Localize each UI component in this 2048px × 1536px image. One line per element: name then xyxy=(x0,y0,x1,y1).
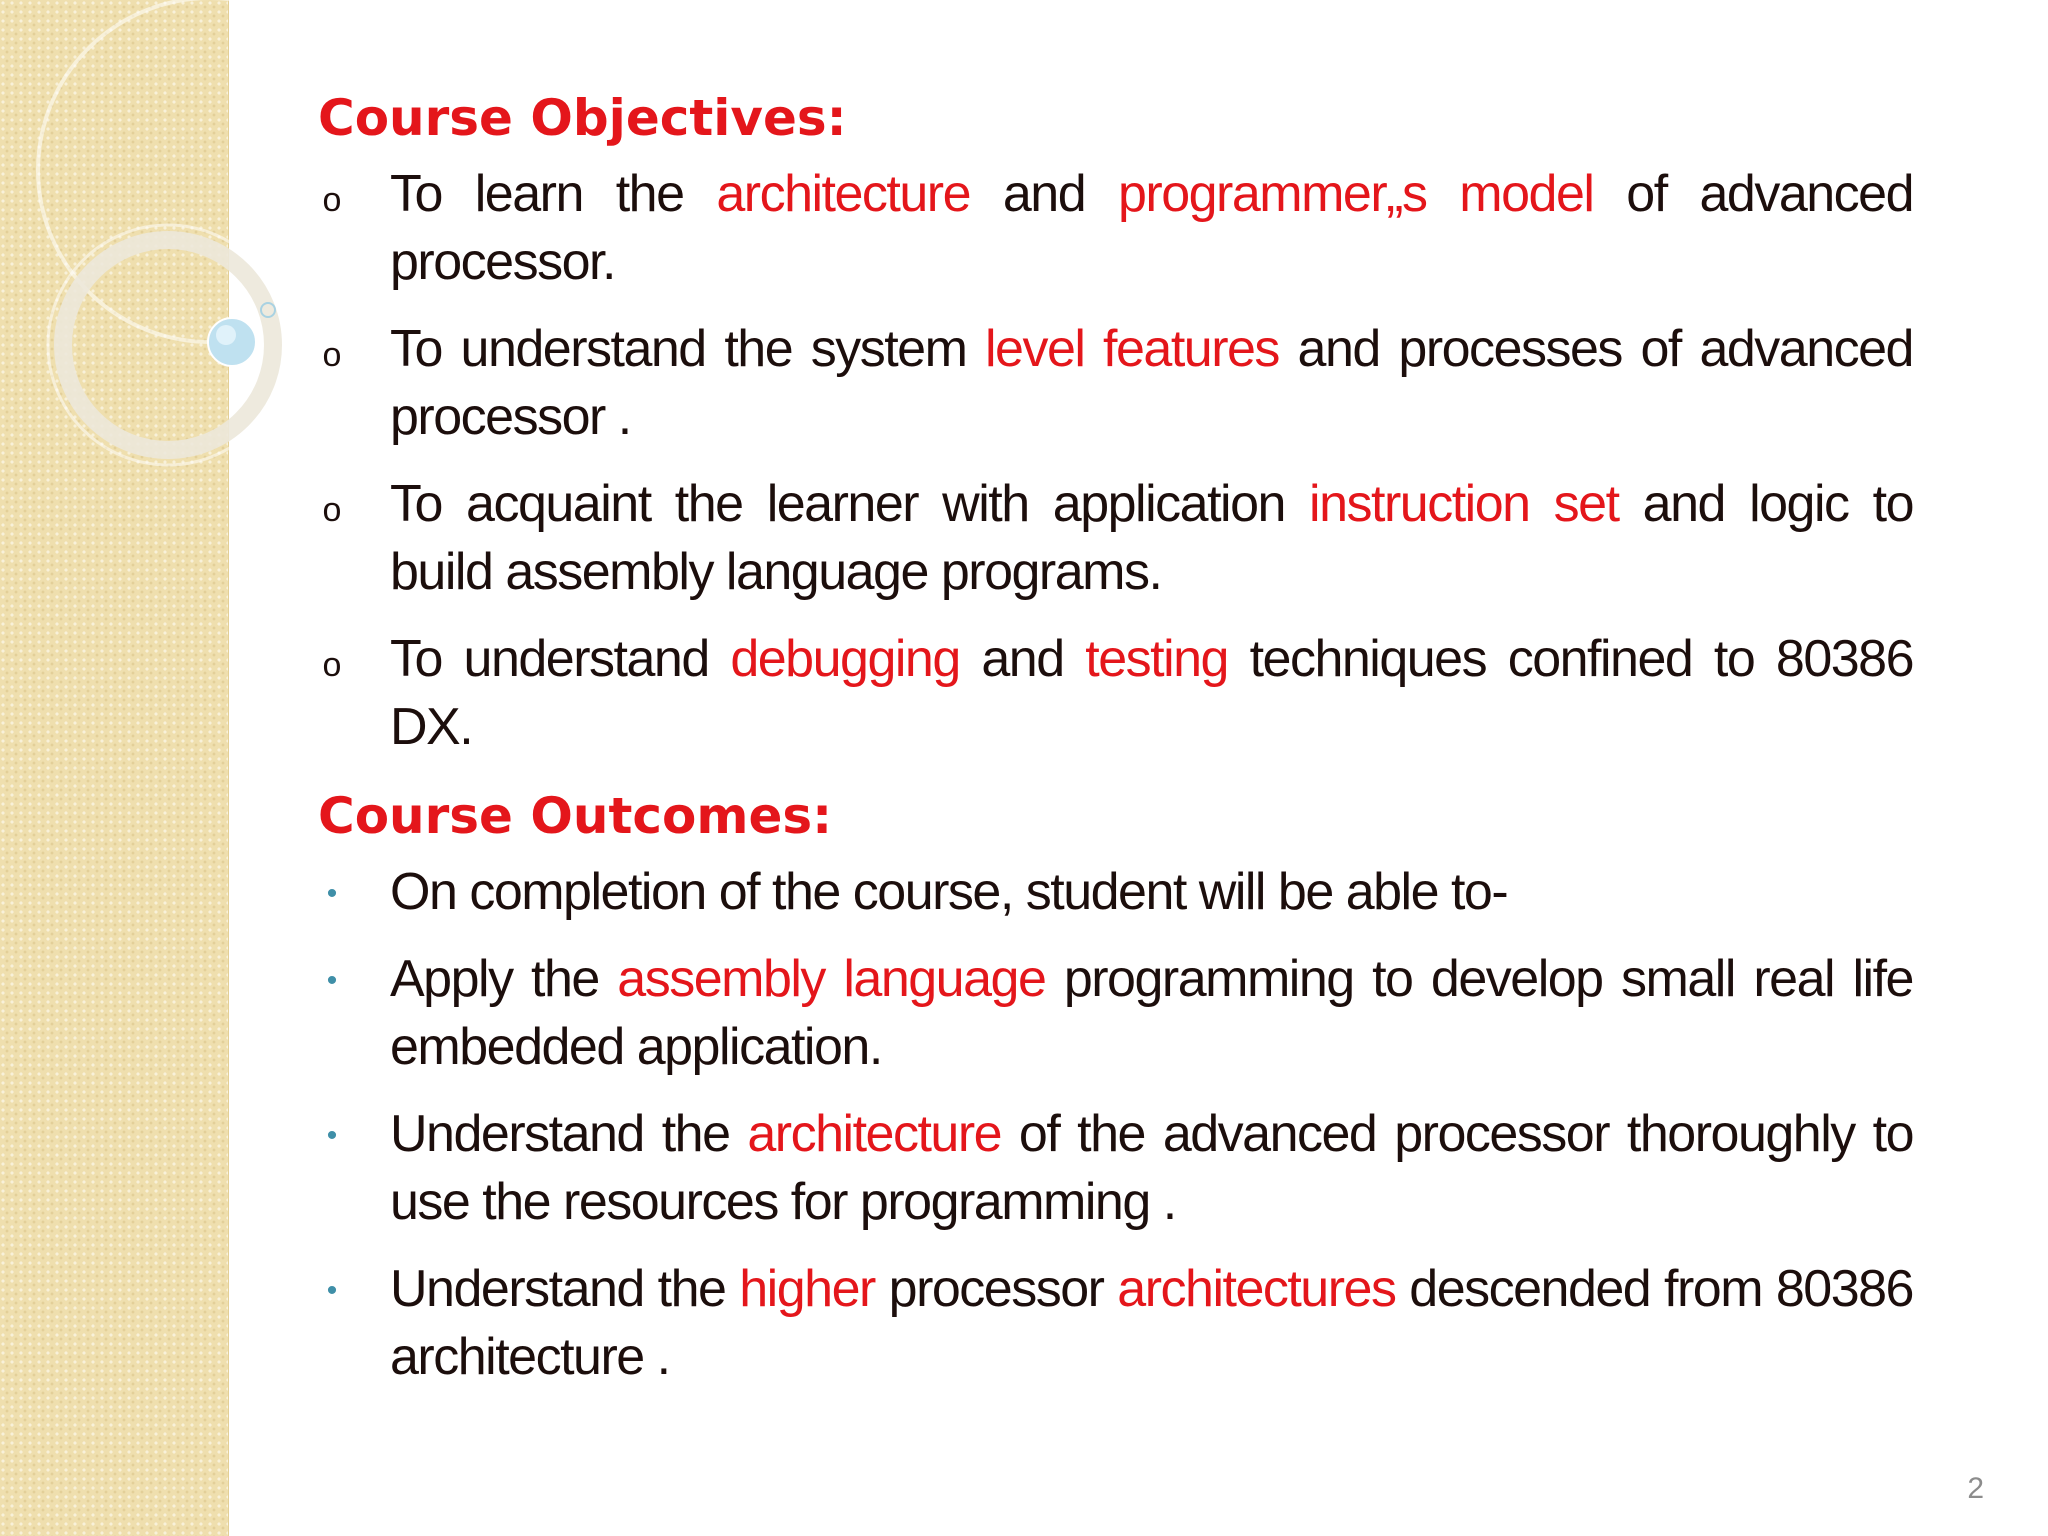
highlighted-term: architectures xyxy=(1117,1260,1396,1318)
highlighted-term: architecture xyxy=(747,1105,1002,1163)
hollow-circle-bullet-icon: o xyxy=(322,491,342,529)
item-text: To learn the xyxy=(390,165,717,223)
item-text: programming to develop small real life embedded application. xyxy=(390,950,1913,1076)
dot-bullet-icon: • xyxy=(326,877,338,910)
objectives-heading: Course Objectives: xyxy=(318,89,847,147)
outcome-item xyxy=(318,858,1913,926)
item-text: and logic to build assembly language programs. xyxy=(390,475,1914,601)
dot-bullet-icon: • xyxy=(326,1274,338,1307)
outcome-item xyxy=(318,945,1913,1081)
item-text: To understand the system xyxy=(390,320,985,378)
item-text: To acquaint the learner with application xyxy=(390,475,1310,533)
outcomes-heading: Course Outcomes: xyxy=(318,787,833,845)
highlighted-term: assembly language xyxy=(617,950,1046,1008)
item-text: of the advanced processor thoroughly to use the resources for programming . xyxy=(390,1105,1913,1231)
hollow-circle-bullet-icon: o xyxy=(322,336,342,374)
objective-item xyxy=(318,315,1913,451)
highlighted-term: level features xyxy=(985,320,1279,378)
item-text: On completion of the course, student will be able to- xyxy=(390,863,1508,921)
item-text: and xyxy=(970,165,1118,223)
dot-bullet-icon: • xyxy=(326,964,338,997)
objective-item xyxy=(318,160,1913,296)
highlighted-term: debugging xyxy=(730,630,960,688)
dot-bullet-icon: • xyxy=(326,1119,338,1152)
item-text: processor xyxy=(874,1260,1118,1318)
slide-content xyxy=(318,82,1913,1410)
item-text: and processes of advanced processor . xyxy=(390,320,1913,446)
item-text: Understand the xyxy=(390,1105,748,1163)
highlighted-term: architecture xyxy=(716,165,971,223)
outcome-item xyxy=(318,1255,1913,1391)
highlighted-term: instruction set xyxy=(1309,475,1619,533)
hollow-circle-bullet-icon: o xyxy=(322,646,342,684)
item-text: descended from 80386 architecture . xyxy=(390,1260,1913,1386)
item-text: of advanced processor. xyxy=(390,165,1913,291)
outcomes-list xyxy=(318,858,1913,1391)
item-text: Apply the xyxy=(390,950,618,1008)
highlighted-term: programmer„s model xyxy=(1117,165,1594,223)
objective-item xyxy=(318,625,1913,761)
item-text: techniques confined to 80386 DX. xyxy=(390,630,1913,756)
item-text: To understand xyxy=(390,630,731,688)
outcome-item xyxy=(318,1100,1913,1236)
objective-item xyxy=(318,470,1913,606)
hollow-circle-bullet-icon: o xyxy=(322,181,342,219)
decorative-circles xyxy=(0,0,320,520)
page-number: 2 xyxy=(1967,1472,1984,1505)
objectives-list xyxy=(318,160,1913,761)
item-text: and xyxy=(959,630,1086,688)
highlighted-term: higher xyxy=(739,1260,875,1318)
item-text: Understand the xyxy=(390,1260,740,1318)
highlighted-term: testing xyxy=(1085,630,1228,688)
